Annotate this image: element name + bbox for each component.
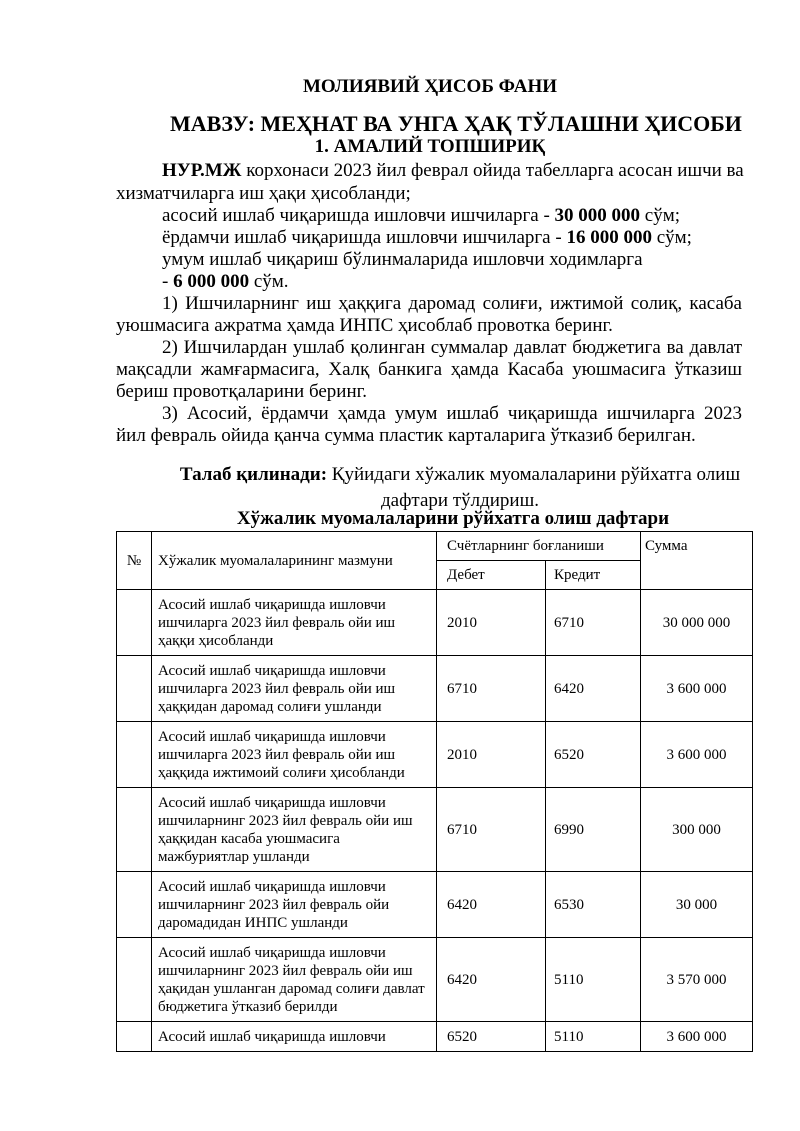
header-accounts: Счётларнинг боғланиши — [437, 532, 641, 561]
intro-line-2: хизматчиларга иш ҳақи ҳисобланди; — [116, 183, 411, 204]
topic-title: МАВЗУ: МЕҲНАТ ВА УНГА ҲАҚ ТЎЛАШНИ ҲИСОБИ — [170, 111, 742, 136]
general-production-prefix: - — [162, 271, 174, 292]
header-debit: Дебет — [437, 561, 546, 590]
intro-text-1: корхонаси 2023 йил феврал ойида табелларга асосан ишчи ва — [241, 160, 744, 181]
main-production-label: асосий ишлаб чиқаришда ишловчи ишчиларга - — [162, 205, 555, 226]
main-production-line — [162, 205, 680, 227]
table-row — [117, 938, 753, 1022]
row-debit: 6710 — [437, 788, 546, 872]
row-number — [117, 656, 152, 722]
header-content: Хўжалик муомалаларининг мазмуни — [152, 532, 437, 590]
task-item-3: 3) Асосий, ёрдамчи ҳамда умум ишлаб чиқаришда ишчиларга 2023 йил февраль ойида қанча сумма пластик карталарига ўтказиб берилган. — [116, 403, 742, 446]
row-number — [117, 788, 152, 872]
row-credit: 5110 — [546, 1022, 641, 1052]
row-content: Асосий ишлаб чиқаришда ишловчи ишчиларнинг 2023 йил февраль ойи иш ҳақидан ушланган даромад солиғи давлат бюджетига ўтказиб берилди — [152, 938, 437, 1022]
task-item-2: 2) Ишчилардан ушлаб қолинган суммалар давлат бюджетига ва давлат мақсадли жамғармасига, Халқ банкига ҳамда Касаба уюшмасига ўтказиш бериш провотқаларини беринг. — [116, 337, 742, 402]
row-sum: 3 570 000 — [641, 938, 753, 1022]
general-production-line — [162, 271, 289, 293]
row-debit: 6520 — [437, 1022, 546, 1052]
requirement-label: Талаб қилинади: — [179, 464, 328, 485]
task-item-1: 1) Ишчиларнинг иш ҳаққига даромад солиғи, ижтимой солиқ, касаба уюшмасига ажратма ҳамда ИНПС ҳисоблаб провотка беринг. — [116, 293, 742, 336]
row-number — [117, 722, 152, 788]
requirement-text — [150, 462, 770, 514]
subject-title: МОЛИЯВИЙ ҲИСОБ ФАНИ — [302, 76, 558, 97]
aux-production-line — [162, 227, 692, 249]
row-content: Асосий ишлаб чиқаришда ишловчи ишчиларнинг 2023 йил февраль ойи даромадидан ИНПС ушланди — [152, 872, 437, 938]
intro-line-1 — [162, 160, 744, 182]
row-content: Асосий ишлаб чиқаришда ишловчи — [152, 1022, 437, 1052]
row-number — [117, 938, 152, 1022]
row-sum: 3 600 000 — [641, 1022, 753, 1052]
main-production-unit: сўм; — [640, 205, 681, 226]
row-credit: 6420 — [546, 656, 641, 722]
requirement-body: Қуйидаги хўжалик муомалаларини рўйхатга олиш дафтари тўлдириш. — [327, 464, 741, 511]
row-content: Асосий ишлаб чиқаришда ишловчи ишчиларнинг 2023 йил февраль ойи иш ҳаққидан касаба уюшмасига мажбуриятлар ушланди — [152, 788, 437, 872]
row-number — [117, 590, 152, 656]
journal-table — [116, 531, 753, 1052]
row-debit: 6420 — [437, 872, 546, 938]
main-production-amount: 30 000 000 — [554, 205, 641, 226]
table-row — [117, 788, 753, 872]
general-production-amount: 6 000 000 — [173, 271, 250, 292]
row-content: Асосий ишлаб чиқаришда ишловчи ишчиларга 2023 йил февраль ойи иш ҳаққида ижтимоий солиғи ҳисобланди — [152, 722, 437, 788]
general-production-unit: сўм. — [249, 271, 289, 292]
table-row — [117, 1022, 753, 1052]
company-name: НУР.МЖ — [162, 160, 242, 181]
journal-title: Хўжалик муомалаларини рўйхатга олиш дафтари — [236, 508, 670, 529]
row-credit: 5110 — [546, 938, 641, 1022]
row-sum: 30 000 000 — [641, 590, 753, 656]
row-debit: 6420 — [437, 938, 546, 1022]
row-debit: 2010 — [437, 722, 546, 788]
table-row — [117, 656, 753, 722]
row-content: Асосий ишлаб чиқаришда ишловчи ишчиларга 2023 йил февраль ойи иш ҳаққидан даромад солиғи ушланди — [152, 656, 437, 722]
row-content: Асосий ишлаб чиқаришда ишловчи ишчиларга 2023 йил февраль ойи иш ҳаққи ҳисобланди — [152, 590, 437, 656]
row-debit: 2010 — [437, 590, 546, 656]
header-sum-empty — [641, 561, 753, 590]
row-sum: 3 600 000 — [641, 656, 753, 722]
row-sum: 300 000 — [641, 788, 753, 872]
aux-production-unit: сўм; — [651, 227, 692, 248]
row-credit: 6530 — [546, 872, 641, 938]
row-credit: 6520 — [546, 722, 641, 788]
row-number — [117, 1022, 152, 1052]
header-sum: Сумма — [641, 532, 753, 561]
table-row — [117, 872, 753, 938]
row-number — [117, 872, 152, 938]
aux-production-amount: 16 000 000 — [566, 227, 652, 248]
table-header-row — [117, 532, 753, 561]
header-credit: Кредит — [546, 561, 641, 590]
general-production-label: умум ишлаб чиқариш бўлинмаларида ишловчи ходимларга — [162, 249, 643, 270]
table-row — [117, 590, 753, 656]
row-sum: 3 600 000 — [641, 722, 753, 788]
task-heading: 1. АМАЛИЙ ТОПШИРИҚ — [314, 136, 546, 157]
row-credit: 6710 — [546, 590, 641, 656]
row-credit: 6990 — [546, 788, 641, 872]
header-number: № — [117, 532, 152, 590]
row-sum: 30 000 — [641, 872, 753, 938]
table-row — [117, 722, 753, 788]
row-debit: 6710 — [437, 656, 546, 722]
aux-production-label: ёрдамчи ишлаб чиқаришда ишловчи ишчиларга - — [162, 227, 567, 248]
